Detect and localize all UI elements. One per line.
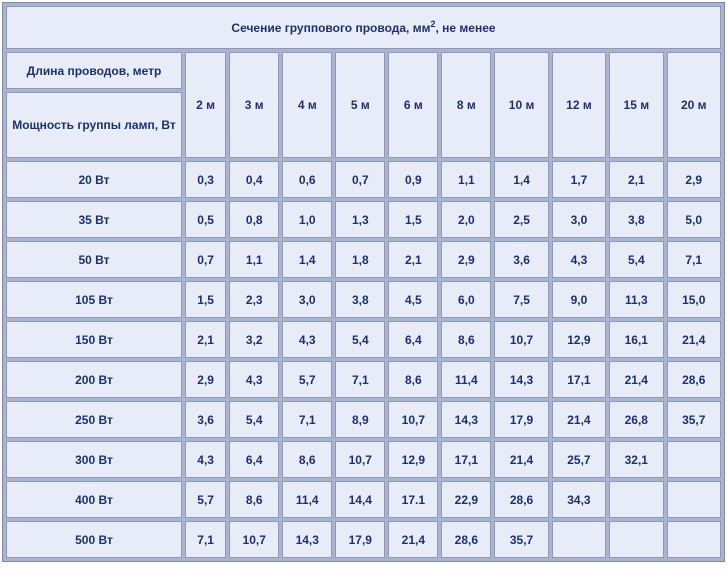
section-value: 0,6 [282,161,332,198]
section-value: 17,1 [552,361,606,398]
section-value: 1,5 [388,201,438,238]
section-value: 4,3 [282,321,332,358]
section-value: 21,4 [494,441,548,478]
section-value: 7,1 [282,401,332,438]
section-value: 32,1 [609,441,663,478]
empty-cell [552,521,606,558]
section-value: 21,4 [388,521,438,558]
title-text: Сечение группового провода, мм [231,20,431,35]
section-value: 4,3 [229,361,279,398]
title-superscript: 2 [430,18,436,29]
section-value: 1,4 [282,241,332,278]
section-value: 0,3 [185,161,226,198]
section-value: 25,7 [552,441,606,478]
power-label: 200 Вт [6,361,182,398]
section-value: 16,1 [609,321,663,358]
section-value: 0,7 [335,161,385,198]
power-header-label: Мощность группы ламп, Вт [6,92,182,158]
section-value: 2,9 [667,161,722,198]
section-value: 2,0 [441,201,491,238]
section-value: 17.1 [388,481,438,518]
power-label: 300 Вт [6,441,182,478]
section-value: 34,3 [552,481,606,518]
section-value: 1,5 [185,281,226,318]
length-header: 4 м [282,52,332,158]
power-label: 50 Вт [6,241,182,278]
section-value: 5,4 [335,321,385,358]
section-value: 28,6 [667,361,722,398]
section-value: 17,9 [335,521,385,558]
section-value: 14,3 [282,521,332,558]
section-value: 3,2 [229,321,279,358]
section-value: 4,3 [185,441,226,478]
power-label: 250 Вт [6,401,182,438]
table-row [6,321,721,358]
length-header: 10 м [494,52,548,158]
section-value: 12,9 [388,441,438,478]
section-value: 4,3 [552,241,606,278]
empty-cell [667,521,722,558]
section-value: 2,5 [494,201,548,238]
table-row [6,241,721,278]
table-row [6,201,721,238]
section-value: 22,9 [441,481,491,518]
section-value: 8,6 [229,481,279,518]
section-value: 1,1 [229,241,279,278]
section-value: 35,7 [667,401,722,438]
section-value: 21,4 [552,401,606,438]
section-value: 21,4 [609,361,663,398]
section-value: 12,9 [552,321,606,358]
section-value: 21,4 [667,321,722,358]
section-value: 1,4 [494,161,548,198]
section-value: 28,6 [441,521,491,558]
power-label: 35 Вт [6,201,182,238]
section-value: 2,3 [229,281,279,318]
section-value: 5,0 [667,201,722,238]
power-label: 150 Вт [6,321,182,358]
section-value: 8,6 [282,441,332,478]
section-value: 8,6 [441,321,491,358]
section-value: 10,7 [494,321,548,358]
section-value: 5,7 [185,481,226,518]
section-value: 14,4 [335,481,385,518]
section-value: 11,3 [609,281,663,318]
wire-section-table [2,2,725,562]
length-header: 3 м [229,52,279,158]
section-value: 5,4 [229,401,279,438]
length-header: 8 м [441,52,491,158]
section-value: 0,9 [388,161,438,198]
section-value: 5,7 [282,361,332,398]
section-value: 2,1 [609,161,663,198]
section-value: 2,9 [185,361,226,398]
section-value: 8,6 [388,361,438,398]
section-value: 14,3 [494,361,548,398]
table-row [6,441,721,478]
section-value: 9,0 [552,281,606,318]
section-value: 17,1 [441,441,491,478]
section-value: 10,7 [335,441,385,478]
section-value: 3,6 [185,401,226,438]
section-value: 1,7 [552,161,606,198]
section-value: 0,5 [185,201,226,238]
section-value: 3,8 [609,201,663,238]
section-value: 17,9 [494,401,548,438]
section-value: 4,5 [388,281,438,318]
section-value: 11,4 [441,361,491,398]
length-header: 12 м [552,52,606,158]
section-value: 7,1 [667,241,722,278]
empty-cell [667,481,722,518]
power-label: 500 Вт [6,521,182,558]
section-value: 14,3 [441,401,491,438]
section-value: 26,8 [609,401,663,438]
length-header: 2 м [185,52,226,158]
power-label: 400 Вт [6,481,182,518]
section-value: 3,0 [552,201,606,238]
section-value: 1,3 [335,201,385,238]
empty-cell [609,521,663,558]
length-header: 15 м [609,52,663,158]
section-value: 5,4 [609,241,663,278]
section-value: 0,7 [185,241,226,278]
table-row [6,161,721,198]
section-value: 7,1 [185,521,226,558]
section-value: 15,0 [667,281,722,318]
empty-cell [667,441,722,478]
table-row [6,521,721,558]
length-header: 20 м [667,52,722,158]
section-value: 2,1 [185,321,226,358]
length-header: 5 м [335,52,385,158]
section-value: 7,5 [494,281,548,318]
section-value: 0,8 [229,201,279,238]
section-value: 2,1 [388,241,438,278]
title-suffix: , не менее [435,20,496,35]
section-value: 10,7 [388,401,438,438]
section-value: 1,0 [282,201,332,238]
section-value: 0,4 [229,161,279,198]
power-label: 105 Вт [6,281,182,318]
section-value: 1,1 [441,161,491,198]
table-row [6,361,721,398]
length-header-label: Длина проводов, метр [6,52,182,89]
section-value: 6,0 [441,281,491,318]
table-title [6,6,721,49]
power-label: 20 Вт [6,161,182,198]
table-row [6,401,721,438]
section-value: 28,6 [494,481,548,518]
section-value: 3,8 [335,281,385,318]
empty-cell [609,481,663,518]
section-value: 1,8 [335,241,385,278]
section-value: 8,9 [335,401,385,438]
section-value: 7,1 [335,361,385,398]
section-value: 6,4 [229,441,279,478]
length-header: 6 м [388,52,438,158]
section-value: 10,7 [229,521,279,558]
section-value: 35,7 [494,521,548,558]
table-row [6,481,721,518]
section-value: 11,4 [282,481,332,518]
section-value: 2,9 [441,241,491,278]
section-value: 3,6 [494,241,548,278]
section-value: 6,4 [388,321,438,358]
table-row [6,281,721,318]
section-value: 3,0 [282,281,332,318]
